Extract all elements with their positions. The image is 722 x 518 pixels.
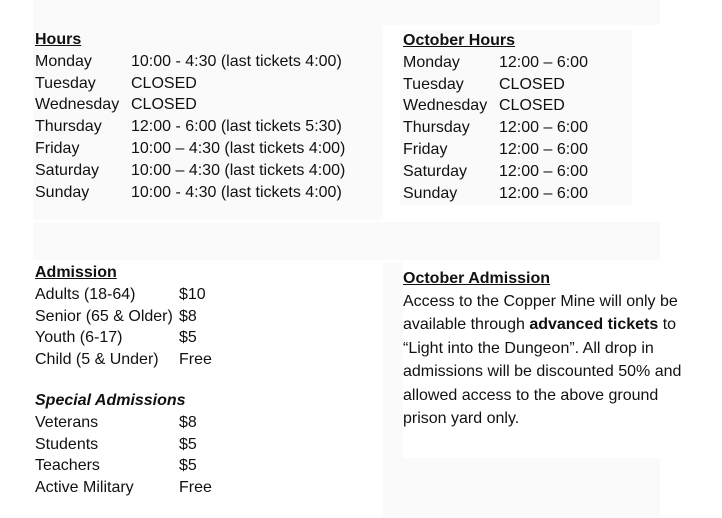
admission-text-end: to “Light into the Dungeon”. All drop in admissions will be discounted 50% and allowed access to the above ground prison yard only. — [403, 316, 682, 428]
admission-row — [35, 349, 212, 371]
admission-price: $5 — [179, 457, 197, 475]
admission-category: Active Military — [35, 479, 134, 497]
time-value: 12:00 – 6:00 — [499, 184, 588, 202]
hours-section — [35, 29, 345, 203]
time-value: 10:00 - 4:30 (last tickets 4:00) — [131, 52, 342, 70]
october-hours-section — [403, 30, 588, 204]
october-admission-title: October Admission — [403, 270, 550, 287]
admission-category: Adults (18-64) — [35, 285, 136, 303]
october-hours-row — [403, 117, 588, 139]
time-value: 10:00 – 4:30 (last tickets 4:00) — [131, 161, 346, 179]
day-label: Monday — [35, 52, 92, 70]
advanced-tickets-text: advanced tickets — [529, 316, 659, 334]
admission-title: Admission — [35, 264, 117, 281]
time-value: CLOSED — [131, 74, 197, 92]
hours-row — [35, 182, 345, 204]
hours-row — [35, 94, 345, 116]
background-panel — [33, 0, 660, 25]
day-label: Tuesday — [403, 75, 464, 93]
admission-price: Free — [179, 351, 212, 369]
hours-title: Hours — [35, 31, 82, 48]
special-admission-row — [35, 477, 212, 499]
day-label: Wednesday — [403, 97, 488, 115]
october-hours-row — [403, 95, 588, 117]
hours-row — [35, 116, 345, 138]
admission-price: $5 — [179, 329, 197, 347]
admission-category: Senior (65 & Older) — [35, 307, 173, 325]
october-hours-title: October Hours — [403, 32, 516, 49]
special-admissions-title: Special Admissions — [35, 391, 186, 409]
admission-row — [35, 306, 212, 328]
hours-row — [35, 160, 345, 182]
day-label: Sunday — [35, 183, 90, 201]
october-hours-row — [403, 52, 588, 74]
admission-category: Youth (6-17) — [35, 329, 123, 347]
admission-price: $5 — [179, 435, 197, 453]
october-admission-text — [403, 290, 699, 431]
background-panel — [383, 262, 403, 458]
day-label: Sunday — [403, 184, 458, 202]
october-hours-row — [403, 139, 588, 161]
background-panel — [383, 458, 660, 518]
time-value: 10:00 – 4:30 (last tickets 4:00) — [131, 139, 346, 157]
admission-row — [35, 327, 212, 349]
special-admission-row — [35, 412, 212, 434]
admission-category: Veterans — [35, 413, 99, 431]
admission-price: $8 — [179, 307, 197, 325]
admission-category: Students — [35, 435, 99, 453]
october-hours-row — [403, 183, 588, 205]
time-value: CLOSED — [131, 96, 197, 114]
time-value: 12:00 – 6:00 — [499, 162, 588, 180]
day-label: Friday — [403, 140, 448, 158]
admission-category: Teachers — [35, 457, 100, 475]
day-label: Thursday — [403, 119, 470, 137]
day-label: Tuesday — [35, 74, 96, 92]
october-admission-section — [403, 268, 699, 431]
day-label: Wednesday — [35, 96, 120, 114]
time-value: 12:00 – 6:00 — [499, 140, 588, 158]
hours-row — [35, 138, 345, 160]
admission-row — [35, 284, 212, 306]
october-hours-row — [403, 74, 588, 96]
time-value: CLOSED — [499, 97, 565, 115]
hours-row — [35, 73, 345, 95]
time-value: CLOSED — [499, 75, 565, 93]
admission-price: $10 — [179, 285, 206, 303]
hours-row — [35, 51, 345, 73]
day-label: Thursday — [35, 118, 102, 136]
time-value: 12:00 - 6:00 (last tickets 5:30) — [131, 118, 342, 136]
admission-category: Child (5 & Under) — [35, 351, 159, 369]
admission-price: Free — [179, 479, 212, 497]
time-value: 12:00 – 6:00 — [499, 119, 588, 137]
october-hours-row — [403, 161, 588, 183]
day-label: Saturday — [35, 161, 100, 179]
admission-section — [35, 262, 212, 499]
day-label: Monday — [403, 53, 460, 71]
background-panel — [33, 222, 660, 260]
special-admission-row — [35, 434, 212, 456]
day-label: Friday — [35, 139, 80, 157]
special-admission-row — [35, 455, 212, 477]
admission-price: $8 — [179, 413, 197, 431]
time-value: 12:00 – 6:00 — [499, 53, 588, 71]
admission-text-start: Access to the Copper Mine will only be available through — [403, 292, 678, 334]
day-label: Saturday — [403, 162, 468, 180]
time-value: 10:00 - 4:30 (last tickets 4:00) — [131, 183, 342, 201]
